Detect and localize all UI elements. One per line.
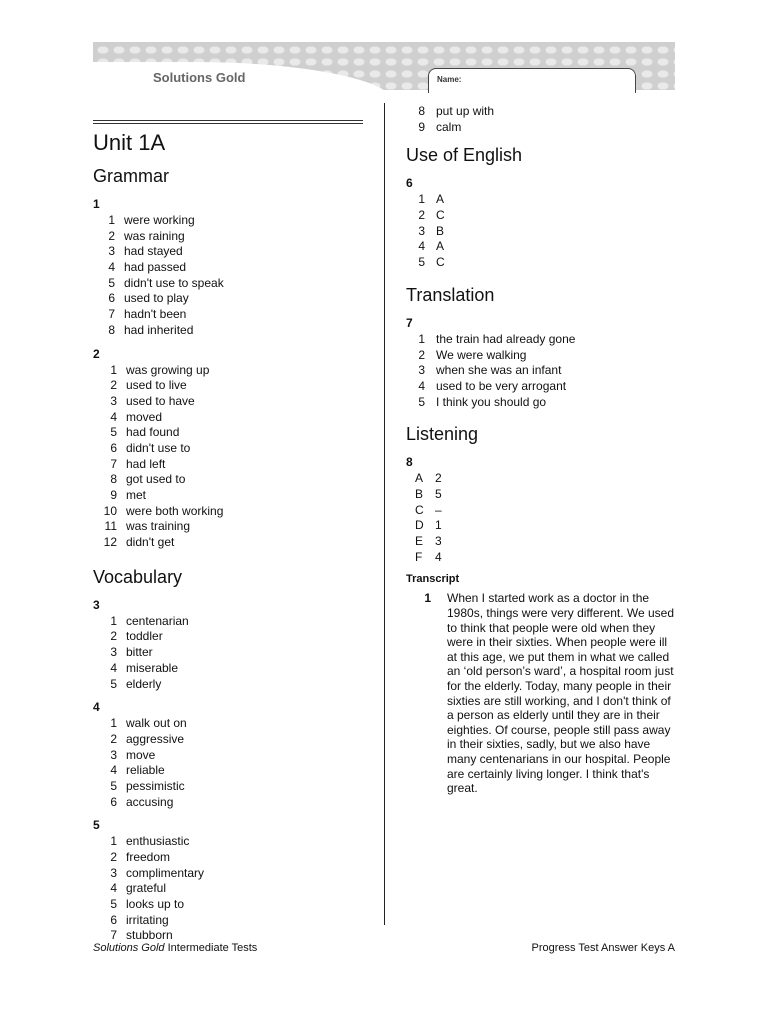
item-number: 4 [418, 239, 425, 254]
answer-list [93, 213, 363, 339]
item-answer: reliable [126, 763, 165, 778]
item-answer: C [436, 255, 445, 270]
list-item [93, 488, 363, 504]
item-number: 2 [110, 850, 117, 864]
item-number: 5 [110, 778, 117, 793]
item-answer: – [435, 502, 442, 517]
item-number: 7 [110, 928, 117, 943]
item-answer: didn't use to [126, 440, 191, 455]
exercise-number: 3 [93, 597, 100, 612]
item-answer: C [436, 208, 445, 223]
item-number: 2 [418, 347, 425, 362]
list-item [406, 192, 676, 208]
item-answer: We were walking [436, 347, 527, 362]
item-answer: I think you should go [436, 394, 547, 409]
item-answer: had passed [124, 260, 187, 275]
list-item [93, 716, 363, 732]
list-item [406, 363, 676, 379]
item-answer: were both working [126, 503, 224, 518]
transcript [406, 591, 676, 795]
item-number: 4 [110, 881, 117, 896]
answer-list [93, 614, 363, 692]
left-column [93, 120, 363, 952]
item-number: 1 [418, 331, 425, 346]
item-number: 6 [110, 794, 117, 809]
list-item [406, 208, 676, 224]
list-item [406, 395, 676, 411]
item-answer: when she was an infant [436, 363, 562, 378]
list-item [406, 379, 676, 395]
list-item [93, 614, 363, 630]
item-number: 8 [110, 472, 117, 487]
item-answer: A [436, 239, 445, 254]
item-answer: was growing up [126, 362, 210, 377]
list-item [406, 503, 676, 519]
item-number: 9 [418, 119, 425, 134]
item-answer: 3 [435, 534, 442, 548]
item-number: 11 [104, 519, 117, 534]
item-answer: toddler [126, 629, 163, 644]
exercise-number: 6 [406, 176, 413, 191]
footer-series: Solutions Gold [93, 942, 165, 954]
footer-left [93, 942, 257, 954]
item-number: 2 [110, 378, 117, 393]
list-item [93, 779, 363, 795]
item-number: 1 [418, 192, 425, 207]
item-answer: grateful [126, 881, 167, 896]
item-answer: had left [126, 456, 166, 471]
use-of-english-heading: Use of English [406, 145, 523, 166]
item-answer: was raining [124, 228, 185, 243]
listening-heading: Listening [406, 424, 479, 445]
item-number: 1 [110, 362, 117, 377]
item-number: 4 [110, 409, 117, 424]
item-number: 1 [110, 834, 117, 849]
item-answer: stubborn [126, 928, 173, 943]
item-answer: put up with [436, 104, 495, 118]
list-item [93, 732, 363, 748]
exercise-number: 8 [406, 455, 413, 470]
item-answer: complimentary [126, 865, 205, 880]
item-answer: 2 [435, 471, 442, 486]
exercise-number: 4 [93, 700, 100, 715]
item-number: 3 [108, 244, 115, 259]
list-item [93, 425, 363, 441]
list-item [93, 661, 363, 677]
item-number: 3 [110, 865, 117, 880]
list-item [406, 348, 676, 364]
item-answer: got used to [126, 472, 186, 487]
item-number: 2 [418, 208, 425, 223]
list-item [406, 332, 676, 348]
item-answer: B [436, 223, 445, 238]
item-number: 5 [108, 275, 115, 290]
answer-list [93, 716, 363, 810]
item-number: 6 [108, 291, 115, 306]
item-number: 12 [103, 535, 117, 550]
item-answer: hadn't been [124, 307, 187, 322]
item-answer: 4 [435, 549, 442, 564]
list-item [93, 363, 363, 379]
footer-right: Progress Test Answer Keys A [531, 942, 675, 954]
item-number: 7 [110, 456, 117, 471]
footer-level: Intermediate Tests [164, 942, 258, 954]
list-item [93, 457, 363, 473]
item-answer: irritating [126, 912, 169, 927]
item-number: 4 [110, 660, 117, 675]
transcript-heading: Transcript [406, 573, 460, 586]
list-item [406, 550, 676, 566]
grammar-heading: Grammar [93, 166, 169, 186]
item-letter: F [415, 549, 423, 564]
item-number: 1 [110, 613, 117, 628]
item-number: 5 [110, 425, 117, 440]
list-item [93, 504, 363, 520]
transcript-text: When I started work as a doctor in the 1980s, things were very different. We used to think that people were old when they were in their sixties. When people were ill at this age, we put them in what we called an ‘old person’s ward’, a hospital room just for the elderly. Today, many people in their sixties are still working, and I don't think of a person as elderly until they are in their eighties. Of course, people still pass away in their sixties, sadly, but we also have many centenarians in our hospital. People are certainly living longer. I think that's great. [447, 591, 675, 796]
item-number: 8 [108, 322, 115, 337]
list-item [93, 645, 363, 661]
list-item [93, 323, 363, 339]
list-item [93, 519, 363, 535]
item-number: 4 [418, 378, 425, 393]
item-answer: 5 [435, 486, 442, 501]
item-answer: bitter [126, 645, 153, 660]
exercise-number: 7 [406, 315, 413, 330]
item-answer: didn't use to speak [124, 275, 224, 290]
list-item [93, 378, 363, 394]
item-answer: move [126, 747, 156, 762]
item-number: 3 [110, 393, 117, 408]
item-answer: had found [126, 425, 180, 440]
item-answer: the train had already gone [436, 331, 576, 346]
list-item [93, 795, 363, 811]
item-number: 6 [110, 912, 117, 927]
list-item [93, 535, 363, 551]
item-number: 8 [418, 104, 425, 118]
list-item [93, 441, 363, 457]
list-item [93, 897, 363, 913]
answer-list-continued [406, 104, 676, 135]
item-answer: used to play [124, 291, 189, 306]
item-answer: centenarian [126, 613, 189, 628]
translation-heading: Translation [406, 284, 495, 305]
list-item [406, 239, 676, 255]
list-item [93, 834, 363, 850]
item-number: 4 [110, 763, 117, 778]
item-number: 10 [103, 503, 117, 518]
list-item [93, 881, 363, 897]
brand-logo-text: Solutions Gold [153, 70, 246, 85]
name-field[interactable] [428, 68, 636, 93]
list-item [406, 104, 676, 120]
list-item [93, 748, 363, 764]
item-answer: enthusiastic [126, 834, 190, 849]
item-number: 1 [108, 213, 115, 227]
list-item [93, 763, 363, 779]
item-answer: looks up to [126, 897, 185, 912]
title-rule [93, 120, 363, 124]
item-answer: elderly [126, 676, 162, 691]
item-answer: pessimistic [126, 778, 185, 793]
transcript-number: 1 [424, 591, 431, 606]
item-number: 3 [110, 645, 117, 660]
item-answer: A [436, 192, 445, 207]
list-item [406, 534, 676, 550]
letter-answer-list [406, 471, 676, 565]
item-answer: used to be very arrogant [436, 378, 567, 393]
item-letter: D [415, 518, 424, 533]
list-item [93, 850, 363, 866]
list-item [93, 629, 363, 645]
answer-list [406, 332, 676, 410]
item-answer: moved [126, 409, 163, 424]
list-item [93, 291, 363, 307]
item-answer: freedom [126, 850, 171, 864]
item-answer: used to live [126, 378, 187, 393]
item-number: 5 [418, 394, 425, 409]
answer-list [93, 834, 363, 944]
column-divider [384, 103, 385, 925]
list-item [93, 213, 363, 229]
item-number: 3 [418, 363, 425, 378]
item-number: 2 [110, 731, 117, 746]
item-number: 7 [108, 307, 115, 322]
item-answer: met [126, 488, 147, 502]
list-item [406, 471, 676, 487]
item-answer: accusing [126, 794, 174, 809]
answer-list [406, 192, 676, 270]
list-item [406, 487, 676, 503]
list-item [93, 677, 363, 693]
item-answer: didn't get [126, 535, 175, 550]
list-item [93, 244, 363, 260]
item-answer: miserable [126, 660, 179, 675]
item-letter: C [415, 502, 424, 517]
unit-title: Unit 1A [93, 130, 166, 155]
item-number: 1 [110, 716, 117, 731]
exercise-number: 5 [93, 818, 100, 833]
vocabulary-heading: Vocabulary [93, 566, 183, 587]
item-number: 2 [108, 228, 115, 243]
item-number: 6 [110, 440, 117, 455]
list-item [93, 410, 363, 426]
item-answer: had stayed [124, 244, 183, 259]
item-number: 3 [110, 747, 117, 762]
item-number: 9 [110, 488, 117, 502]
item-number: 3 [418, 223, 425, 238]
list-item [406, 518, 676, 534]
item-answer: 1 [435, 518, 442, 533]
item-answer: was training [126, 519, 191, 534]
item-letter: A [415, 471, 424, 486]
item-answer: walk out on [126, 716, 187, 731]
list-item [93, 307, 363, 323]
item-number: 5 [418, 255, 425, 270]
list-item [93, 276, 363, 292]
list-item [93, 913, 363, 929]
list-item [406, 255, 676, 271]
item-answer: aggressive [126, 731, 185, 746]
right-column [406, 104, 676, 796]
exercise-number: 1 [93, 197, 100, 211]
list-item [93, 394, 363, 410]
list-item [93, 229, 363, 245]
item-number: 2 [110, 629, 117, 644]
item-number: 5 [110, 897, 117, 912]
item-answer: were working [124, 213, 195, 227]
list-item [406, 224, 676, 240]
name-label: Name: [437, 75, 462, 84]
exercise-number: 2 [93, 346, 100, 361]
list-item [406, 120, 676, 136]
item-answer: used to have [126, 393, 195, 408]
list-item [93, 260, 363, 276]
answer-list [93, 363, 363, 551]
list-item [93, 866, 363, 882]
item-number: 4 [108, 260, 115, 275]
item-letter: E [415, 534, 424, 548]
item-number: 5 [110, 676, 117, 691]
item-letter: B [415, 486, 424, 501]
item-answer: calm [436, 119, 462, 134]
item-answer: had inherited [124, 322, 194, 337]
list-item [93, 472, 363, 488]
